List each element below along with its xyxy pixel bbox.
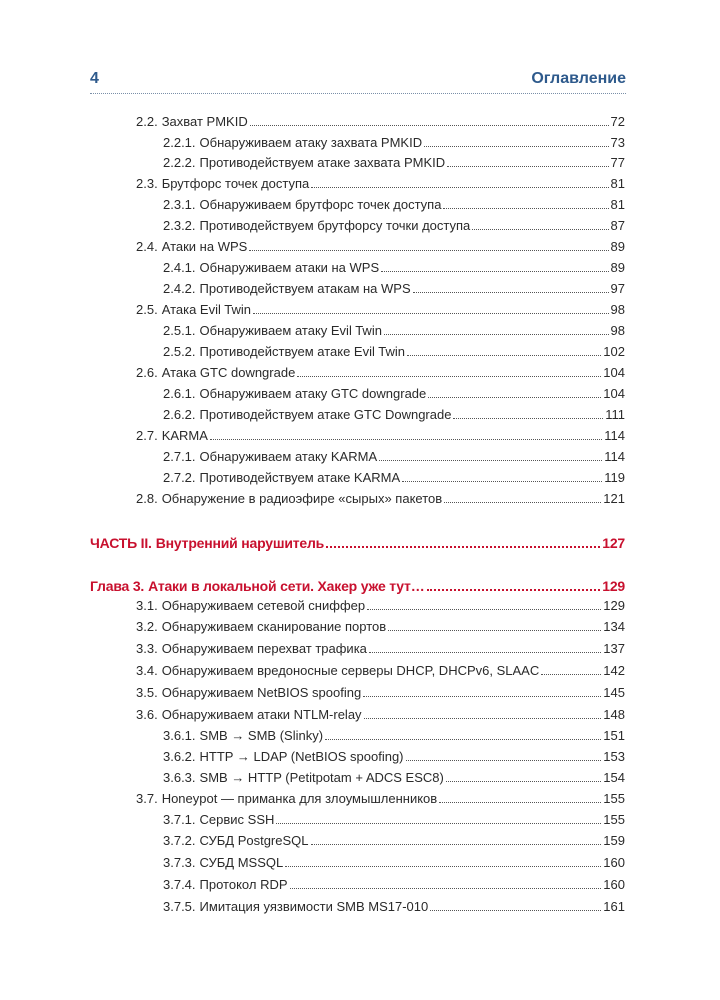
toc-entry-page-number: 148	[603, 707, 625, 722]
dot-leader	[443, 208, 608, 209]
toc-entry-page-number: 129	[603, 598, 625, 613]
toc-subsection-entry	[163, 280, 625, 298]
toc-part-heading	[90, 534, 625, 553]
toc-entry-page-number: 145	[603, 685, 625, 700]
toc-entry-title: Обнаруживаем атаку GTC downgrade	[199, 386, 427, 401]
toc-subsection-entry	[163, 406, 625, 424]
dot-leader	[541, 674, 601, 675]
toc-entry-page-number: 129	[602, 578, 625, 594]
dot-leader	[369, 652, 601, 653]
dot-leader	[311, 844, 602, 845]
toc-entry-title: Обнаруживаем NetBIOS spoofing	[161, 685, 362, 700]
toc-entry-title: Имитация уязвимости SMB MS17-010	[199, 899, 429, 914]
toc-entry-page-number: 142	[603, 663, 625, 678]
toc-entry-title: Противодействуем атаке захвата PMKID	[199, 155, 446, 170]
toc-entry-title: Противодействуем атаке Evil Twin	[199, 344, 405, 359]
toc-entry-number: 2.4.	[136, 239, 158, 254]
toc-section-entry	[136, 427, 625, 445]
toc-subsection-entry	[163, 196, 625, 214]
toc-entry-number: 2.3.2.	[163, 218, 196, 233]
toc-subsection-entry	[163, 811, 625, 829]
toc-entry-title: Обнаруживаем атаки на WPS	[199, 260, 380, 275]
toc-entry-page-number: 134	[603, 619, 625, 634]
toc-entry-page-number: 153	[603, 749, 625, 764]
toc-entry-page-number: 161	[603, 899, 625, 914]
dot-leader	[407, 355, 601, 356]
toc-subsection-entry	[163, 854, 625, 872]
toc-entry-page-number: 151	[603, 728, 625, 743]
page-number: 4	[90, 70, 99, 87]
toc-entry-title: Атака Evil Twin	[161, 302, 251, 317]
toc-section-entry	[136, 175, 625, 193]
toc-entry-number: 2.2.2.	[163, 155, 196, 170]
toc-entry-page-number: 87	[610, 218, 625, 233]
toc-subsection-entry	[163, 322, 625, 340]
toc-entry-title: Атаки в локальной сети. Хакер уже тут…	[148, 578, 425, 594]
dot-leader	[447, 166, 608, 167]
toc-entry-page-number: 72	[610, 114, 625, 129]
toc-entry-page-number: 89	[610, 239, 625, 254]
toc-entry-title: Обнаруживаем вредоносные серверы DHCP, DHCPv6, SLAAC	[161, 663, 540, 678]
toc-subsection-entry	[163, 469, 625, 487]
dot-leader	[439, 802, 601, 803]
dot-leader	[424, 146, 608, 147]
toc-entry-number: 2.6.2.	[163, 407, 196, 422]
dot-leader	[406, 760, 602, 761]
toc-entry-number: 3.6.2.	[163, 749, 196, 764]
dot-leader	[364, 718, 602, 719]
toc-entry-number: 3.6.1.	[163, 728, 196, 743]
toc-entry-number: 3.7.	[136, 791, 158, 806]
toc-entry-title: Захват PMKID	[161, 114, 248, 129]
toc-entry-page-number: 73	[610, 134, 625, 150]
toc-entry-title: Обнаруживаем сканирование портов	[161, 619, 387, 634]
dot-leader	[363, 696, 601, 697]
dot-leader	[210, 439, 602, 440]
dot-leader	[325, 739, 601, 740]
dot-leader	[381, 271, 608, 272]
toc-entry-title: Honeypot — приманка для злоумышленников	[161, 791, 438, 806]
toc-entry-title: Обнаруживаем перехват трафика	[161, 641, 367, 656]
dot-leader	[430, 910, 601, 911]
toc-entry-title: Обнаруживаем атаки NTLM-relay	[161, 707, 362, 722]
toc-entry-number: 3.5.	[136, 685, 158, 700]
toc-entry-title: KARMA	[161, 428, 208, 443]
toc-entry-number: 3.6.	[136, 707, 158, 722]
dot-leader	[311, 187, 608, 188]
toc-entry-page-number: 160	[603, 855, 625, 870]
toc-entry-title: Противодействуем атаке KARMA	[199, 470, 401, 485]
toc-entry-number: 3.3.	[136, 641, 158, 656]
toc-entry-number: 2.3.1.	[163, 197, 196, 212]
toc-subsection-entry	[163, 343, 625, 361]
toc-subsection-entry	[163, 217, 625, 235]
toc-entry-number: 2.2.1.	[163, 134, 196, 150]
dot-leader	[384, 334, 609, 335]
toc-entry-number: 3.7.1.	[163, 812, 196, 827]
toc-entry-title: Противодействуем атаке GTC Downgrade	[199, 407, 452, 422]
toc-entry-number: 2.5.	[136, 302, 158, 317]
dot-leader	[253, 313, 609, 314]
toc-entry-number: Глава 3.	[90, 578, 145, 594]
dot-leader	[249, 250, 608, 251]
dot-leader	[285, 866, 601, 867]
toc-section-entry	[136, 364, 625, 382]
toc-subsection-entry	[163, 259, 625, 277]
toc-entry-page-number: 111	[605, 407, 625, 422]
dot-leader	[379, 460, 602, 461]
toc-subsection-entry	[163, 898, 625, 916]
toc-entry-title: Брутфорс точек доступа	[161, 176, 310, 191]
toc-subsection-entry	[163, 876, 625, 894]
toc-section-entry	[136, 238, 625, 256]
toc-entry-number: 3.2.	[136, 619, 158, 634]
toc-entry-page-number: 98	[610, 323, 625, 338]
toc-entry-title: Противодействуем брутфорсу точки доступа	[199, 218, 471, 233]
toc-entry-title: СУБД MSSQL	[199, 855, 284, 870]
toc-entry-page-number: 77	[610, 155, 625, 170]
toc-part-heading	[90, 577, 625, 596]
toc-section-entry	[136, 790, 625, 808]
toc-section-entry	[136, 640, 625, 658]
toc-entry-page-number: 97	[610, 281, 625, 296]
toc-subsection-entry	[163, 448, 625, 466]
toc-subsection-entry	[163, 727, 625, 745]
toc-section-entry	[136, 684, 625, 702]
toc-subsection-entry	[163, 832, 625, 850]
toc-section-entry	[136, 662, 625, 680]
toc-entry-number: 3.7.5.	[163, 899, 196, 914]
toc-entry-number: 2.7.1.	[163, 449, 196, 464]
toc-subsection-entry	[163, 748, 625, 766]
toc-entry-page-number: 114	[604, 428, 625, 443]
dot-leader	[472, 229, 608, 230]
toc-entry-page-number: 121	[603, 491, 625, 506]
toc-entry-number: 3.7.2.	[163, 833, 196, 848]
dot-leader	[453, 418, 603, 419]
dot-leader	[427, 589, 601, 591]
toc-section-entry	[136, 113, 625, 131]
toc-entry-title: Обнаружение в радиоэфире «сырых» пакетов	[161, 491, 443, 506]
toc-entry-title: Протокол RDP	[199, 877, 288, 892]
toc-entry-number: 2.8.	[136, 491, 158, 506]
toc-entry-page-number: 104	[603, 365, 625, 380]
toc-entry-title: Противодействуем атакам на WPS	[199, 281, 411, 296]
toc-entry-title: СУБД PostgreSQL	[199, 833, 309, 848]
toc-entry-page-number: 102	[603, 344, 625, 359]
toc-subsection-entry	[163, 385, 625, 403]
dot-leader	[297, 376, 601, 377]
toc-entry-page-number: 154	[603, 770, 625, 785]
toc-entry-number: 2.5.1.	[163, 323, 196, 338]
toc-entry-number: 2.3.	[136, 176, 158, 191]
dot-leader	[250, 125, 609, 126]
dot-leader	[367, 609, 601, 610]
toc-entry-title: Сервис SSH	[199, 812, 275, 827]
toc-entry-page-number: 119	[604, 470, 625, 485]
dot-leader	[402, 481, 602, 482]
toc-entry-number: 2.4.2.	[163, 281, 196, 296]
toc-entry-page-number: 81	[610, 197, 625, 212]
toc-entry-title: Обнаруживаем атаку Evil Twin	[199, 323, 382, 338]
toc-section-entry	[136, 706, 625, 724]
toc-entry-page-number: 104	[603, 386, 625, 401]
toc-section-entry	[136, 301, 625, 319]
dot-leader	[326, 546, 600, 548]
toc-entry-page-number: 160	[603, 877, 625, 892]
toc-entry-page-number: 155	[603, 791, 625, 806]
toc-entry-number: 3.6.3.	[163, 770, 196, 785]
toc-entry-page-number: 127	[602, 535, 625, 551]
toc-entry-page-number: 89	[610, 260, 625, 275]
toc-entry-page-number: 98	[610, 302, 625, 317]
toc-entry-title: Обнаруживаем атаку захвата PMKID	[199, 134, 423, 150]
dot-leader	[290, 888, 602, 889]
toc-entry-number: 2.4.1.	[163, 260, 196, 275]
toc-entry-page-number: 159	[603, 833, 625, 848]
dot-leader	[388, 630, 601, 631]
toc-entry-title: SMB → HTTP (Petitpotam + ADCS ESC8)	[199, 770, 444, 785]
header-divider	[90, 93, 626, 94]
toc-subsection-entry	[163, 134, 625, 152]
toc-entry-title: HTTP → LDAP (NetBIOS spoofing)	[199, 749, 404, 764]
toc-entry-page-number: 155	[603, 812, 625, 827]
dot-leader	[276, 823, 601, 824]
toc-entry-number: ЧАСТЬ II.	[90, 535, 152, 551]
toc-entry-page-number: 137	[603, 641, 625, 656]
toc-entry-title: Атаки на WPS	[161, 239, 248, 254]
toc-section-entry	[136, 597, 625, 615]
toc-section-entry	[136, 490, 625, 508]
toc-entry-title: Обнаруживаем брутфорс точек доступа	[199, 197, 442, 212]
toc-entry-title: Внутренний нарушитель	[155, 535, 325, 551]
toc-entry-title: Обнаруживаем сетевой сниффер	[161, 598, 366, 613]
toc-entry-number: 3.7.3.	[163, 855, 196, 870]
toc-entry-title: SMB → SMB (Slinky)	[199, 728, 324, 743]
toc-entry-number: 2.5.2.	[163, 344, 196, 359]
toc-entry-title: Атака GTC downgrade	[161, 365, 296, 380]
toc-entry-page-number: 114	[604, 449, 625, 464]
toc-entry-number: 2.7.2.	[163, 470, 196, 485]
toc-entry-number: 2.2.	[136, 114, 158, 129]
toc-section-entry	[136, 618, 625, 636]
toc-entry-number: 3.7.4.	[163, 877, 196, 892]
dot-leader	[446, 781, 601, 782]
toc-entry-number: 3.4.	[136, 663, 158, 678]
dot-leader	[444, 502, 601, 503]
running-header: Оглавление	[531, 70, 626, 87]
toc-entry-page-number: 81	[610, 176, 625, 191]
toc-subsection-entry	[163, 154, 625, 172]
toc-entry-title: Обнаруживаем атаку KARMA	[199, 449, 378, 464]
toc-entry-number: 2.7.	[136, 428, 158, 443]
toc-entry-number: 2.6.1.	[163, 386, 196, 401]
dot-leader	[428, 397, 601, 398]
toc-entry-number: 3.1.	[136, 598, 158, 613]
toc-subsection-entry	[163, 769, 625, 787]
dot-leader	[413, 292, 609, 293]
toc-entry-number: 2.6.	[136, 365, 158, 380]
